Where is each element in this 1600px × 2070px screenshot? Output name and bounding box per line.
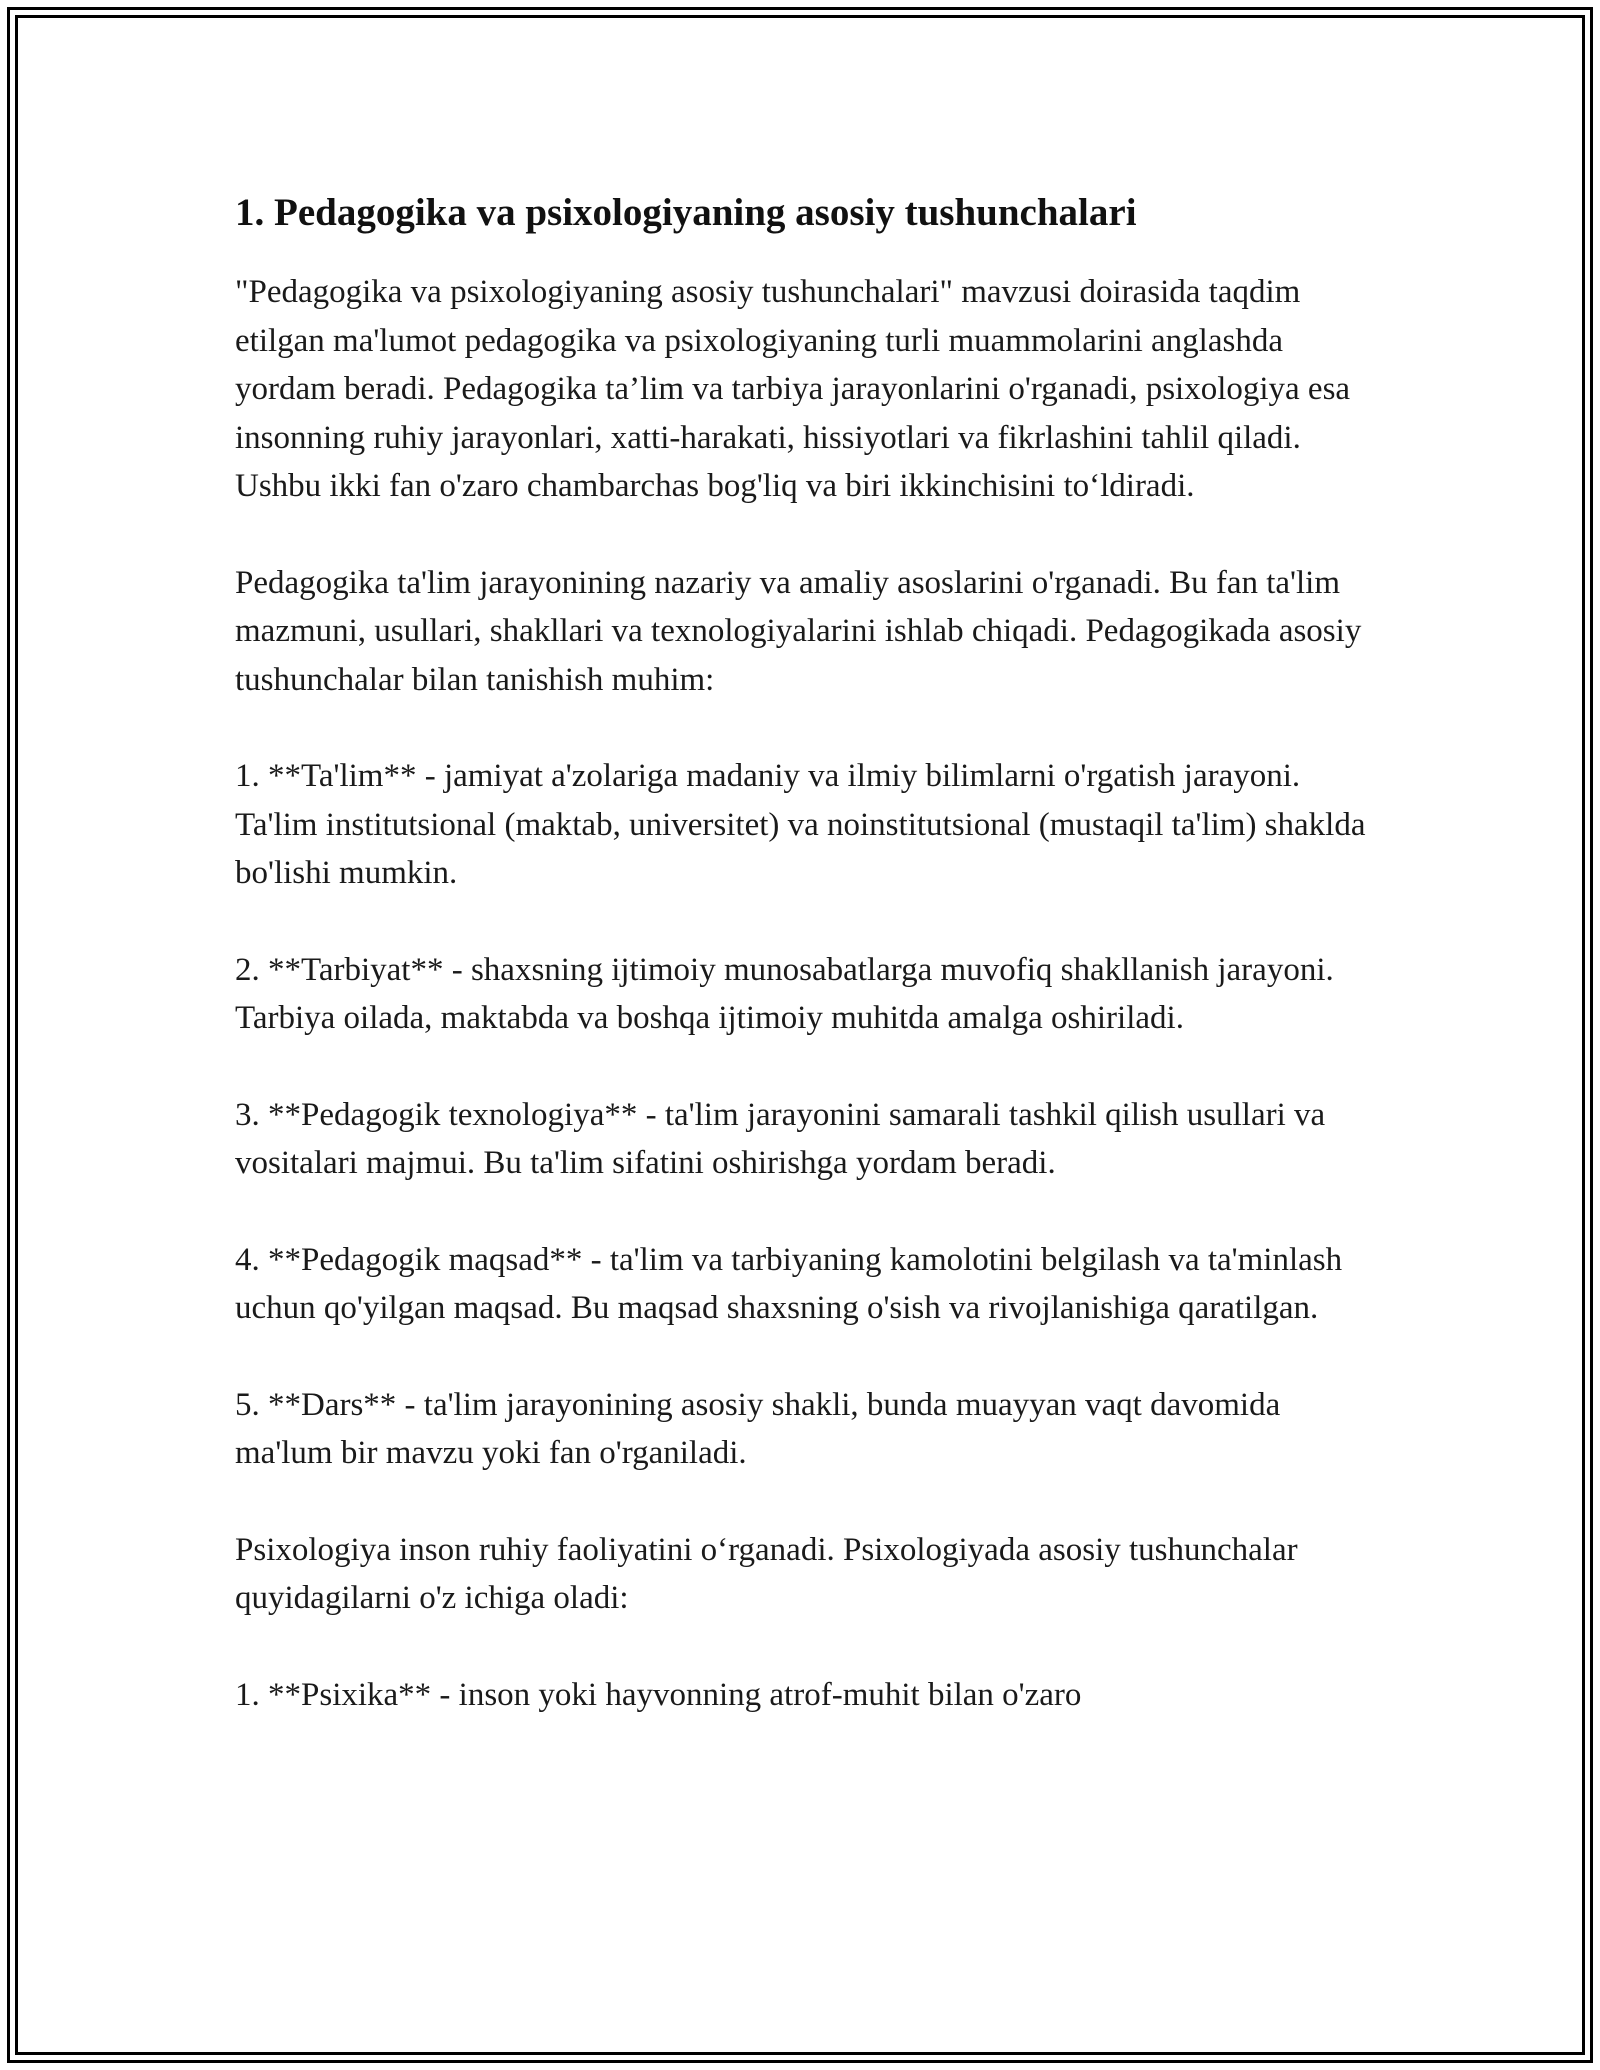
document-body	[235, 188, 1385, 1767]
list-item-tarbiyat: 2. **Tarbiyat** - shaxsning ijtimoiy munosabatlarga muvofiq shakllanish jarayoni. Tarbiya oilada, maktabda va boshqa ijtimoiy muhitda amalga oshiriladi.	[235, 951, 1334, 1036]
list-item-pedagogik-texnologiya: 3. **Pedagogik texnologiya** - ta'lim jarayonini samarali tashkil qilish usullari va vositalari majmui. Bu ta'lim sifatini oshirishga yordam beradi.	[235, 1096, 1326, 1181]
list-item-psixika: 1. **Psixika** - inson yoki hayvonning atrof-muhit bilan o'zaro	[235, 1676, 1082, 1713]
list-item-pedagogik-maqsad: 4. **Pedagogik maqsad** - ta'lim va tarbiyaning kamolotini belgilash va ta'minlash uchun qo'yilgan maqsad. Bu maqsad shaxsning o'sish va rivojlanishiga qaratilgan.	[235, 1241, 1343, 1326]
document-title: 1. Pedagogika va psixologiyaning asosiy tushunchalari	[235, 191, 1137, 234]
psychology-paragraph: Psixologiya inson ruhiy faoliyatini o‘rganadi. Psixologiyada asosiy tushunchalar quyidagilarni o'z ichiga oladi:	[235, 1531, 1298, 1616]
list-item-dars: 5. **Dars** - ta'lim jarayonining asosiy shakli, bunda muayyan vaqt davomida ma'lum bir mavzu yoki fan o'rganiladi.	[235, 1386, 1281, 1471]
pedagogy-paragraph: Pedagogika ta'lim jarayonining nazariy va amaliy asoslarini o'rganadi. Bu fan ta'lim mazmuni, usullari, shakllari va texnologiyalarini ishlab chiqadi. Pedagogikada asosiy tushunchalar bilan tanishish muhim:	[235, 564, 1362, 698]
intro-paragraph: "Pedagogika va psixologiyaning asosiy tushunchalari" mavzusi doirasida taqdim etilgan ma'lumot pedagogika va psixologiyaning turli muammolarini anglashda yordam beradi. Pedagogika ta’lim va tarbiya jarayonlarini o'rganadi, psixologiya esa insonning ruhiy jarayonlari, xatti-harakati, hissiyotlari va fikrlashini tahlil qiladi. Ushbu ikki fan o'zaro chambarchas bog'liq va biri ikkinchisini to‘ldiradi.	[235, 274, 1351, 504]
list-item-talim: 1. **Ta'lim** - jamiyat a'zolariga madaniy va ilmiy bilimlarni o'rgatish jarayoni. Ta'lim institutsional (maktab, universitet) va noinstitutsional (mustaqil ta'lim) shaklda bo'lishi mumkin.	[235, 758, 1366, 891]
